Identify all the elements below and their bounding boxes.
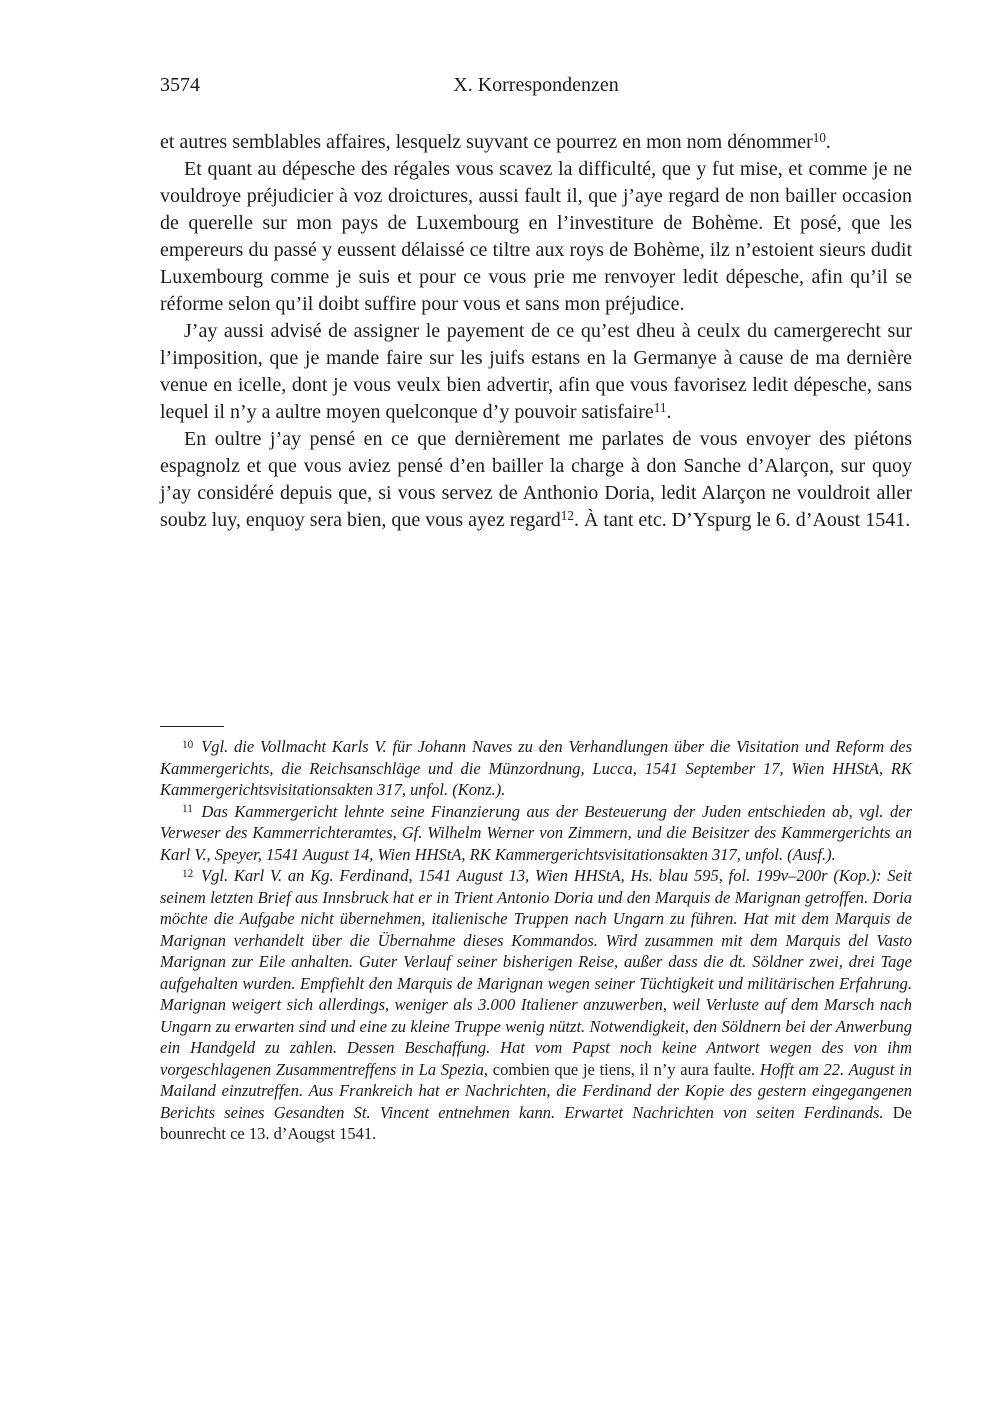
paragraph-text: et autres semblables affaires, lesquelz suyvant ce pourrez en mon nom dénommer [160,131,813,153]
footnote-text: Vgl. Karl V. an Kg. Ferdinand, 1541 August 13, Wien HHStA, Hs. blau 595, fol. 199v–200r (Kop.): Seit seinem letzten Brief aus Innsbruck hat er in Trient Antonio Doria und den Marquis de Marignan getroffen. Doria möchte die Aufgabe nicht übernehmen, italienische Truppen nach Ungarn zu führen. Hat mit dem Marquis de Marignan verhandelt über die Übernahme dieses Kommandos. Wird zusammen mit dem Marquis del Vasto Marignan zur Eile anhalten. Guter Verlauf seiner bisherigen Reise, außer dass die dt. Söldner zwei, drei Tage aufgehalten wurden. Empfiehlt den Marquis de Marignan wegen seiner Tüchtigkeit und militärischen Erfahrung. Marignan weigert sich allerdings, weniger als 3.000 Italiener anzuwerben, weil Verluste auf dem Marsch nach Ungarn zu erwarten sind und eine zu kleine Truppe wenig nützt. Notwendigkeit, den Söldnern bei der Anwerbung ein Handgeld zu zahlen. Dessen Beschaffung. Hat vom Papst noch keine Antwort wegen des von ihm vorgeschlagenen Zusammentreffens in La Spezia, [160,866,913,1079]
letter-paragraph [160,156,912,318]
footnote-10 [160,736,912,801]
footnote-11 [160,801,912,866]
running-head [160,72,912,99]
footnote-number: 10 [182,738,194,751]
footnote-ref-10: 10 [812,130,826,146]
paragraph-text: . À tant etc. D’Yspurg le 6. d’Aoust 1541. [573,509,911,531]
footnote-number: 11 [182,803,193,816]
footnote-quoted-text: De bounrecht ce 13. d’Aougst 1541. [160,1102,912,1143]
letter-body [160,129,912,534]
paragraph-text: En oultre j’ay pensé en ce que dernièrement me parlates de vous envoyer des piétons espagnolz et que vous aviez pensé d’en bailler la charge à don Sanche d’Alarçon, sur quoy j’ay considéré depuis que, si vous servez de Anthonio Doria, ledit Alarçon ne vouldroit aller soubz luy, enquoy sera bien, que vous ayez regard [160,428,912,531]
paragraph-text: . [825,131,831,153]
letter-paragraph [160,426,912,534]
footnote-quoted-text: combien que je tiens, il n’y aura faulte. [492,1059,760,1079]
footnote-separator [160,726,224,727]
footnote-ref-12: 12 [560,508,574,524]
footnote-text: Das Kammergericht lehnte seine Finanzierung aus der Besteuerung der Juden entschieden ab, vgl. der Verweser des Kammerrichteramtes, Gf. Wilhelm Werner von Zimmern, und die Beisitzer des Kammergerichts an Karl V., Speyer, 1541 August 14, Wien HHStA, RK Kammergerichtsvisitationsakten 317, unfol. (Ausf.). [160,801,912,864]
paragraph-text: J’ay aussi advisé de assigner le payement de ce qu’est dheu à ceulx du camergerecht sur l’imposition, que je mande faire sur les juifs estans en la Germanye à cause de ma dernière venue en icelle, dont je vous veulx bien advertir, afin que vous favorisez ledit dépesche, sans lequel il n’y a aultre moyen quelconque d’y pouvoir satisfaire [160,320,912,423]
running-header-title: X. Korrespondenzen [453,74,619,96]
paragraph-text: Et quant au dépesche des régales vous scavez la difficulté, que y fut mise, et comme je ne vouldroye préjudicier à voz droictures, aussi fault il, que j’aye regard de non bailler occasion de querelle sur mon pays de Luxembourg en l’investiture de Bohème. Et posé, que les empereurs du passé y eussent délaissé ce tiltre aux roys de Bohème, ilz n’estoient sieurs dudit Luxembourg comme je suis et pour ce vous prie me renvoyer ledit dépesche, afin qu’il se réforme selon qu’il doibt suffire pour vous et sans mon préjudice. [160,158,912,315]
footnote-number: 12 [182,867,194,880]
paragraph-text: . [666,401,672,423]
letter-paragraph [160,318,912,426]
footnote-text: Hofft am 22. August in Mailand einzutreffen. Aus Frankreich hat er Nachrichten, die Ferdinand der Kopie des gestern eingegangenen Berichts seines Gesandten St. Vincent entnehmen kann. Erwartet Nachrichten von seiten Ferdinands. [160,1059,912,1122]
page-number: 3574 [160,74,200,96]
footnote-ref-11: 11 [653,400,667,416]
letter-paragraph [160,129,912,156]
footnote-12 [160,865,912,1145]
footnote-text: Vgl. die Vollmacht Karls V. für Johann Naves zu den Verhandlungen über die Visitation und Reform des Kammergerichts, die Reichsanschläge und die Münzordnung, Lucca, 1541 September 17, Wien HHStA, RK Kammergerichtsvisitationsakten 317, unfol. (Konz.). [160,737,913,799]
footnotes-section [160,726,912,1145]
